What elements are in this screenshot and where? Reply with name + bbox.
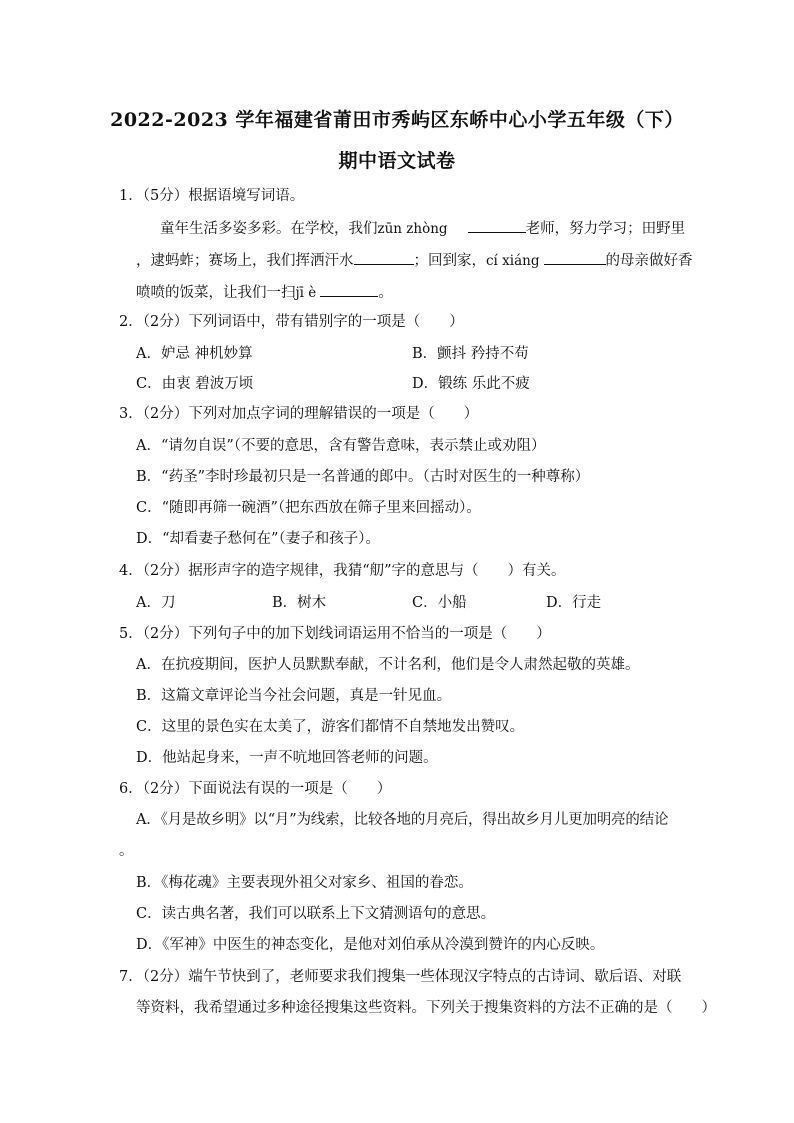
q5-option-b[interactable]: B．这篇文章评论当今社会问题，真是一针见血。 [136, 688, 452, 704]
q1-paragraph-line1 [160, 218, 685, 239]
q6-option-d[interactable]: D．《军神》中医生的神态变化，是他对刘伯承从冷漠到赞许的内心反映。 [136, 937, 605, 953]
q1-text: ，逮蚂蚱；赛场上，我们挥洒汗水 [136, 253, 354, 269]
q5-stem: 5．（2分）下列句子中的加下划线词语运用不恰当的一项是（ ） [119, 626, 551, 642]
q1-text: 。 [378, 285, 393, 301]
q1-answer-blank-1[interactable] [468, 218, 526, 233]
q6-option-c[interactable]: C．读古典名著，我们可以联系上下文猜测语句的意思。 [136, 906, 496, 922]
q3-option-c[interactable]: C．“随即再筛一碗酒”（把东西放在筛子里来回摇动）。 [136, 500, 481, 516]
q1-answer-blank-4[interactable] [320, 282, 378, 297]
q6-stem: 6．（2分）下面说法有误的一项是（ ） [119, 781, 392, 797]
q1-pinyin-2: cí xiáng [486, 253, 540, 269]
q1-answer-blank-2[interactable] [354, 250, 414, 265]
q3-stem: 3．（2分）下列对加点字词的理解错误的一项是（ ） [119, 406, 479, 422]
q6-option-a-continued: 。 [119, 843, 134, 859]
q1-paragraph-line2 [136, 250, 693, 271]
q6-option-b[interactable]: B．《梅花魂》主要表现外祖父对家乡、祖国的眷恋。 [136, 875, 473, 891]
q4-option-a[interactable]: A．刀 [136, 595, 176, 611]
q5-option-a[interactable]: A．在抗疫期间，医护人员默默奉献，不计名利，他们是令人肃然起敬的英雄。 [136, 657, 640, 673]
q1-stem: 1．（5分）根据语境写词语。 [119, 188, 305, 204]
q5-option-d[interactable]: D．他站起身来，一声不吭地回答老师的问题。 [136, 750, 438, 766]
q1-pinyin-3: jī è [295, 285, 317, 301]
q3-option-d[interactable]: D．“却看妻子愁何在”（妻子和孩子）。 [136, 531, 380, 547]
q1-pinyin-1: zūn zhòng [377, 221, 448, 237]
q2-option-a[interactable]: A．妒忌 神机妙算 [136, 346, 253, 362]
q1-text: 的母亲做好香 [605, 253, 693, 269]
q1-answer-blank-3[interactable] [544, 250, 606, 265]
q7-stem-continued: 等资料，我希望通过多种途径搜集这些资料。下列关于搜集资料的方法不正确的是（ ） [136, 1000, 716, 1016]
q1-text: ；回到家， [413, 253, 486, 269]
q6-option-a[interactable]: A．《月是故乡明》以“月”为线索，比较各地的月亮后，得出故乡月儿更加明亮的结论 [136, 812, 669, 828]
q2-option-d[interactable]: D．锻练 乐此不疲 [412, 376, 530, 392]
exam-title-line2: 期中语文试卷 [338, 150, 456, 172]
q4-stem: 4．（2分）据形声字的造字规律，我猜“舠”字的意思与（ ）有关。 [119, 563, 566, 579]
q1-paragraph-line3 [136, 282, 393, 303]
q7-stem: 7．（2分）端午节快到了，老师要求我们搜集一些体现汉字特点的古诗词、歇后语、对联 [119, 969, 682, 985]
exam-title-line1: 2022-2023 学年福建省莆田市秀屿区东峤中心小学五年级（下） [110, 109, 684, 131]
q3-option-b[interactable]: B．“药圣”李时珍最初只是一名普通的郎中。（古时对医生的一种尊称） [136, 469, 590, 485]
q4-option-c[interactable]: C．小船 [412, 595, 467, 611]
q1-text: 喷喷的饭菜，让我们一扫 [136, 285, 296, 301]
q2-option-b[interactable]: B．颤抖 矜持不苟 [412, 346, 529, 362]
q4-option-d[interactable]: D．行走 [546, 595, 602, 611]
q1-text: 老师，努力学习；田野里 [525, 221, 686, 237]
q2-stem: 2．（2分）下列词语中，带有错别字的一项是（ ） [119, 314, 464, 330]
q1-text: 童年生活多姿多彩。在学校，我们 [160, 221, 378, 237]
q4-option-b[interactable]: B．树木 [272, 595, 327, 611]
q3-option-a[interactable]: A．“请勿自误”（不要的意思，含有警告意味，表示禁止或劝阻） [136, 438, 546, 454]
q5-option-c[interactable]: C．这里的景色实在太美了，游客们都情不自禁地发出赞叹。 [136, 719, 525, 735]
q2-option-c[interactable]: C．由衷 碧波万顷 [136, 376, 254, 392]
